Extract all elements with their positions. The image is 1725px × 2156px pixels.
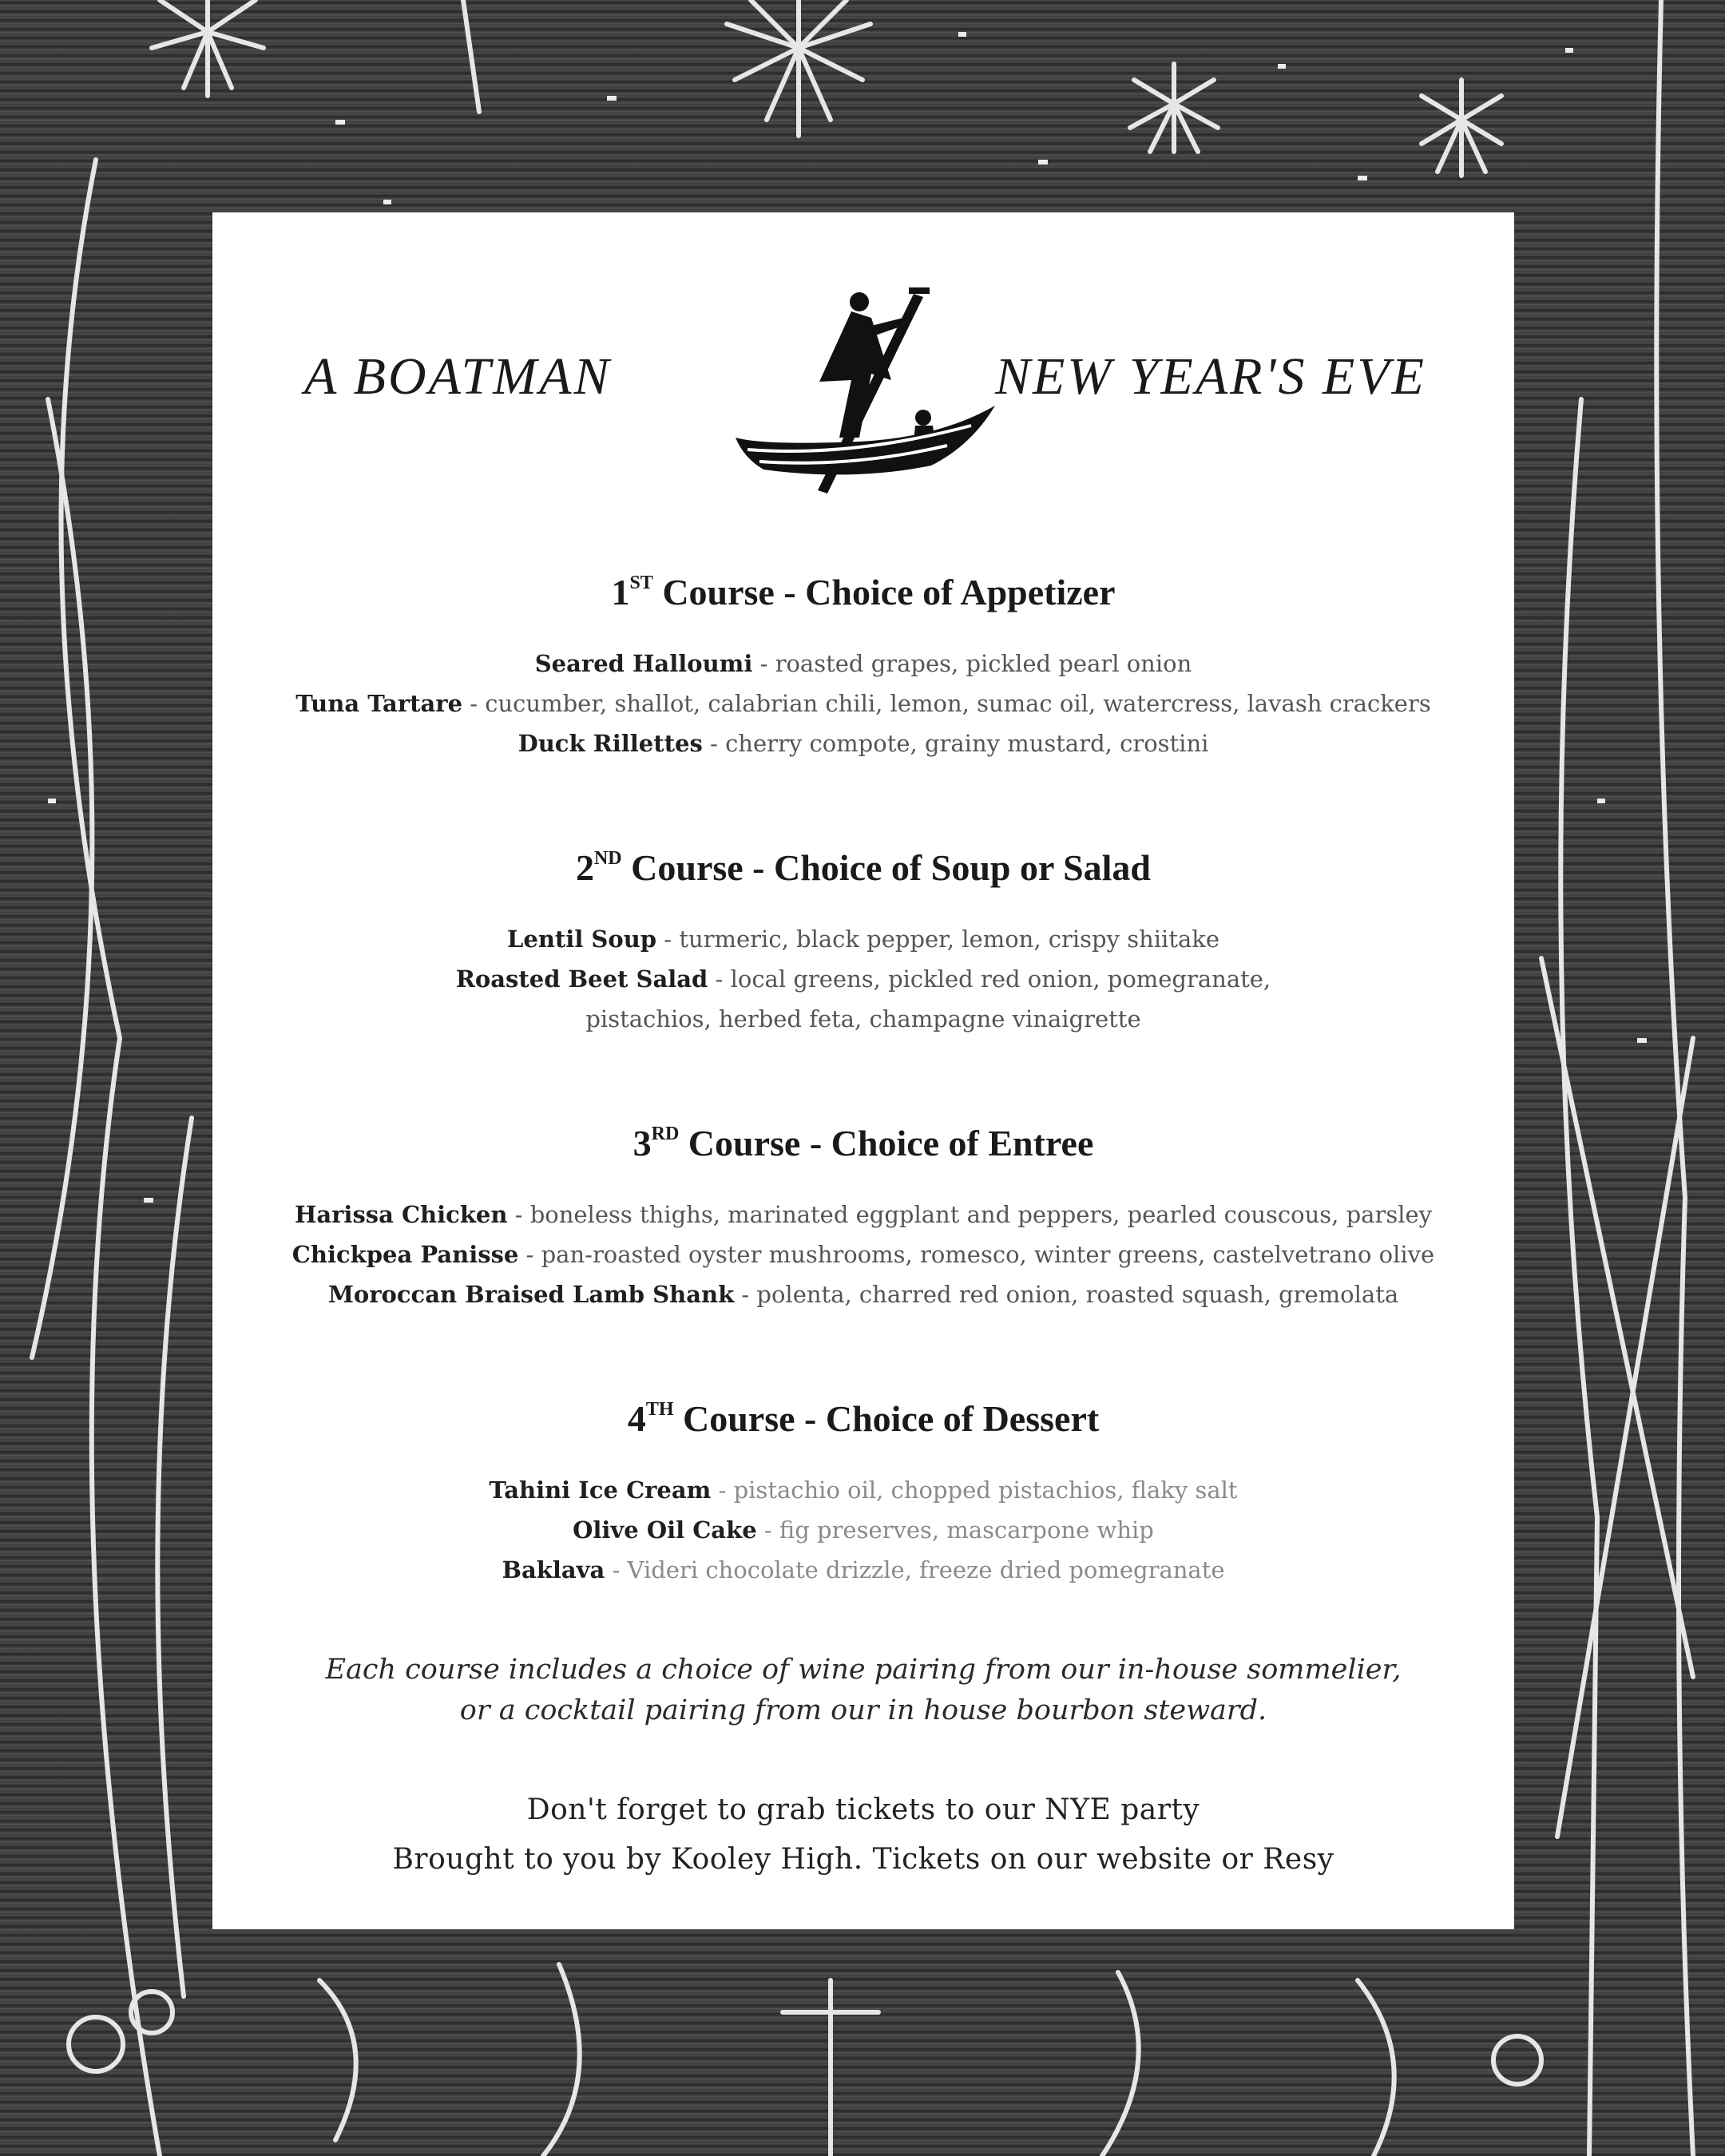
item-description: - cherry compote, grainy mustard, crostini — [702, 730, 1209, 757]
course-1-items — [212, 644, 1514, 763]
course-1-title — [212, 570, 1514, 615]
item-name: Lentil Soup — [506, 925, 657, 953]
menu-item — [212, 644, 1514, 684]
course-number: 3 — [632, 1123, 652, 1163]
tickets-note — [212, 1785, 1514, 1885]
item-name: Moroccan Braised Lamb Shank — [327, 1281, 735, 1308]
item-description: - local greens, pickled red onion, pomegranate, — [708, 965, 1271, 993]
pairing-note — [212, 1650, 1514, 1731]
menu-card — [212, 212, 1514, 1929]
item-name: Baklava — [502, 1556, 605, 1583]
menu-item — [212, 999, 1514, 1039]
header-title-right: NEW YEAR'S EVE — [994, 347, 1426, 406]
course-4-items — [212, 1470, 1514, 1590]
course-title-text: Course - Choice of Dessert — [683, 1398, 1100, 1439]
menu-item — [212, 1274, 1514, 1314]
course-number: 1 — [611, 572, 630, 612]
menu-item — [212, 919, 1514, 959]
item-name: Seared Halloumi — [534, 650, 753, 677]
menu-item — [212, 1550, 1514, 1590]
item-description: - cucumber, shallot, calabrian chili, lemon, sumac oil, watercress, lavash crackers — [462, 690, 1431, 717]
course-3-title — [212, 1121, 1514, 1166]
menu-item — [212, 1510, 1514, 1550]
item-description: - fig preserves, mascarpone whip — [756, 1516, 1154, 1544]
item-description: - roasted grapes, pickled pearl onion — [752, 650, 1192, 677]
course-3-section — [212, 1121, 1514, 1314]
tickets-note-line: Brought to you by Kooley High. Tickets on our website or Resy — [392, 1843, 1334, 1876]
item-description: - polenta, charred red onion, roasted squash, gremolata — [734, 1281, 1399, 1308]
course-title-text: Course - Choice of Entree — [688, 1123, 1094, 1163]
course-number: 2 — [575, 847, 594, 888]
item-description: - Videri chocolate drizzle, freeze dried pomegranate — [605, 1556, 1225, 1583]
item-name: Harissa Chicken — [294, 1201, 508, 1228]
menu-item — [212, 1470, 1514, 1510]
item-description: - pistachio oil, chopped pistachios, flaky salt — [711, 1476, 1238, 1504]
menu-item — [212, 723, 1514, 763]
item-name: Tahini Ice Cream — [489, 1476, 712, 1504]
item-name: Roasted Beet Salad — [455, 965, 708, 993]
item-name: Tuna Tartare — [295, 690, 463, 717]
item-name: Duck Rillettes — [518, 730, 703, 757]
boatman-gondolier-icon — [732, 286, 1003, 493]
course-4-title — [212, 1397, 1514, 1441]
course-2-section — [212, 846, 1514, 1039]
pairing-note-line: Each course includes a choice of wine pairing from our in-house sommelier, — [325, 1654, 1402, 1686]
item-name: Chickpea Panisse — [291, 1241, 519, 1268]
item-description: - pan-roasted oyster mushrooms, romesco, winter greens, castelvetrano olive — [518, 1241, 1435, 1268]
tickets-note-line: Don't forget to grab tickets to our NYE party — [526, 1793, 1200, 1826]
course-4-section — [212, 1397, 1514, 1590]
menu-item — [212, 1235, 1514, 1274]
course-ordinal: TH — [645, 1399, 674, 1420]
course-2-items — [212, 919, 1514, 1039]
course-ordinal: ND — [593, 848, 622, 869]
menu-item — [212, 959, 1514, 999]
course-1-section — [212, 570, 1514, 763]
course-ordinal: RD — [651, 1124, 680, 1144]
course-2-title — [212, 846, 1514, 890]
item-description: - boneless thighs, marinated eggplant and peppers, pearled couscous, parsley — [507, 1201, 1433, 1228]
pairing-note-line: or a cocktail pairing from our in house bourbon steward. — [459, 1694, 1267, 1726]
menu-item — [212, 1195, 1514, 1235]
course-ordinal: ST — [629, 573, 653, 593]
header-title-left: A BOATMAN — [304, 347, 612, 406]
course-title-text: Course - Choice of Soup or Salad — [631, 847, 1152, 888]
menu-item — [212, 684, 1514, 723]
course-3-items — [212, 1195, 1514, 1314]
item-name: Olive Oil Cake — [573, 1516, 757, 1544]
course-number: 4 — [627, 1398, 646, 1439]
course-title-text: Course - Choice of Appetizer — [662, 572, 1116, 612]
item-description: pistachios, herbed feta, champagne vinaigrette — [585, 1005, 1141, 1032]
item-description: - turmeric, black pepper, lemon, crispy shiitake — [656, 925, 1220, 953]
